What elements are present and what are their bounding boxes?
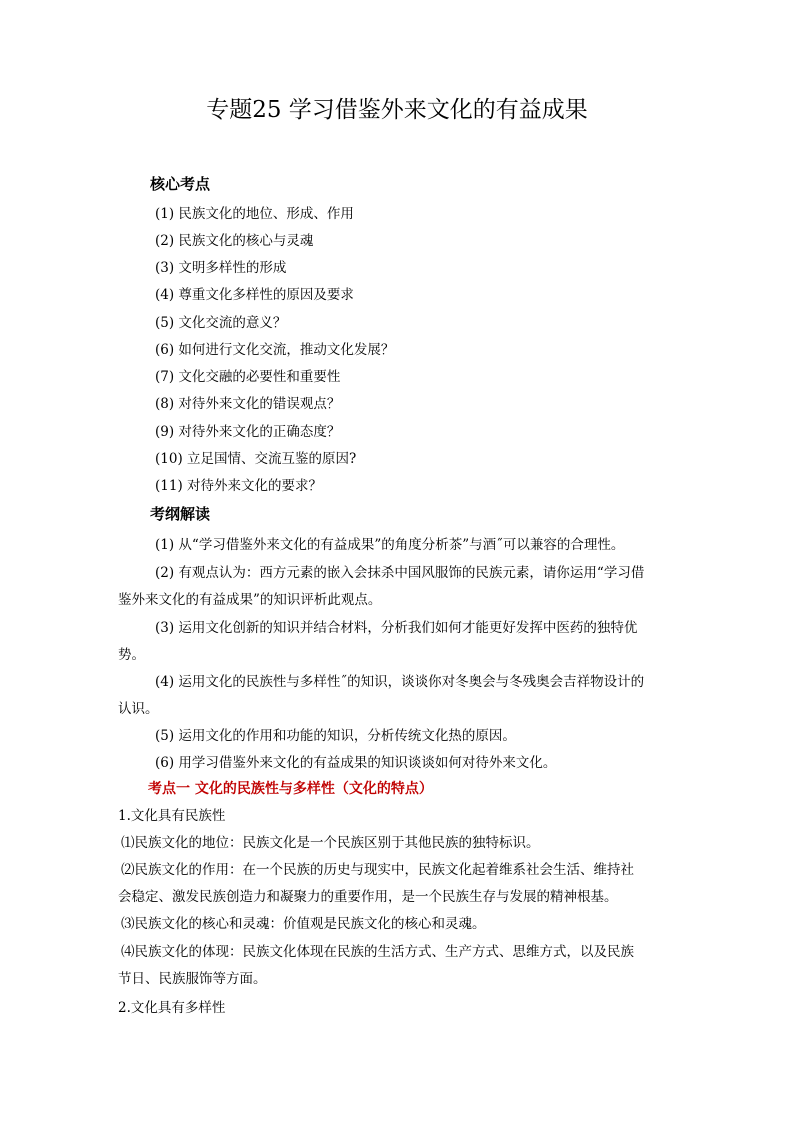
outline-line: 势。 (118, 647, 145, 663)
outline-line: (6) 用学习借鉴外来文化的有益成果的知识谈谈如何对待外来文化。 (155, 755, 557, 771)
core-item: (7) 文化交融的必要性和重要性 (155, 369, 341, 385)
point1-line: ⑶民族文化的核心和灵魂：价值观是民族文化的核心和灵魂。 (121, 916, 486, 932)
core-item: (8) 对待外来文化的错误观点？ (155, 396, 341, 412)
core-item: (6) 如何进行文化交流，推动文化发展？ (155, 342, 395, 358)
core-item: (11) 对待外来文化的要求？ (155, 478, 323, 494)
core-item: (2) 民族文化的核心与灵魂 (155, 233, 314, 249)
core-item: (9) 对待外来文化的正确态度？ (155, 424, 341, 440)
page-title: 专题25 学习借鉴外来文化的有益成果 (206, 97, 588, 123)
core-item: (3) 文明多样性的形成 (155, 260, 287, 276)
core-item: (10) 立足国情、交流互鉴的原因? (155, 451, 357, 467)
outline-line: 鉴外来文化的有益成果”的知识评析此观点。 (118, 592, 382, 608)
point1-line: 2.文化具有多样性 (118, 1000, 226, 1016)
core-item: (1) 民族文化的地位、形成、作用 (155, 206, 354, 222)
outline-line: (3) 运用文化创新的知识并结合材料，分析我们如何才能更好发挥中医药的独特优 (155, 620, 638, 636)
point1-line: 节日、民族服饰等方面。 (118, 971, 267, 987)
outline-line: (5) 运用文化的作用和功能的知识，分析传统文化热的原因。 (155, 728, 516, 744)
core-heading: 核心考点 (150, 175, 211, 193)
outline-line: (1) 从“学习借鉴外来文化的有益成果”的角度分析茶”与酒˝可以兼容的合理性。 (155, 537, 625, 553)
outline-line: (2) 有观点认为：西方元素的嵌入会抹杀中国风服饰的民族元素，请你运用“学习借 (155, 565, 645, 581)
outline-heading: 考纲解读 (150, 505, 211, 523)
point1-line: ⑵民族文化的作用：在一个民族的历史与现实中，民族文化起着维系社会生活、维持社 (121, 862, 634, 878)
point1-line: ⑷民族文化的体现：民族文化体现在民族的生活方式、生产方式、思维方式，以及民族 (121, 944, 634, 960)
core-item: (4) 尊重文化多样性的原因及要求 (155, 287, 354, 303)
point1-line: ⑴民族文化的地位：民族文化是一个民族区别于其他民族的独特标识。 (121, 835, 540, 851)
point1-heading: 考点一 文化的民族性与多样性（文化的特点） (148, 781, 433, 797)
point1-line: 1.文化具有民族性 (118, 808, 226, 824)
outline-line: (4) 运用文化的民族性与多样性˝的知识，谈谈你对冬奥会与冬残奥会吉祥物设计的 (155, 674, 645, 690)
point1-line: 会稳定、激发民族创造力和凝聚力的重要作用，是一个民族生存与发展的精神根基。 (118, 889, 618, 905)
outline-line: 认识。 (118, 701, 159, 717)
core-item: (5) 文化交流的意义？ (155, 315, 287, 331)
